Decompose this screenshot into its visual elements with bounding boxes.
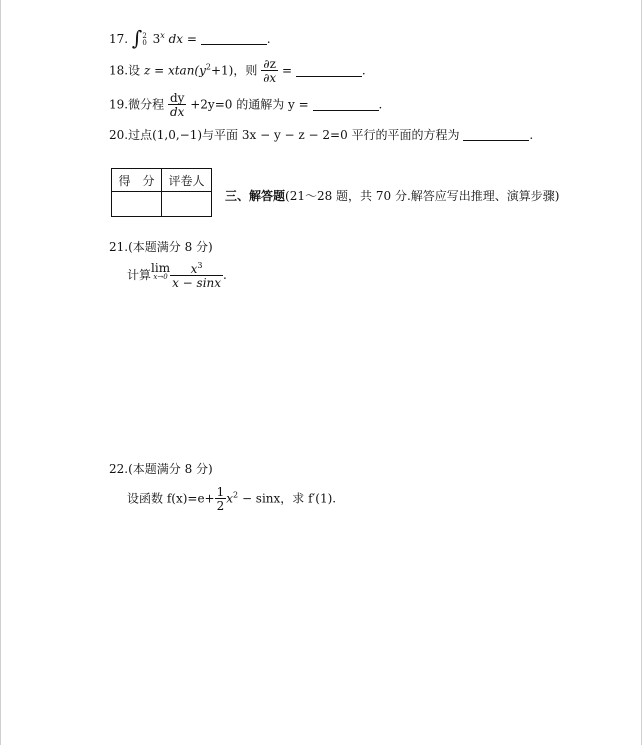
question-17 xyxy=(109,24,271,48)
period: . xyxy=(378,97,383,112)
score-table xyxy=(111,168,212,217)
question-number: 19. xyxy=(109,97,129,112)
limit-fraction xyxy=(170,262,223,289)
equals-sign: = xyxy=(282,63,293,78)
limit-subscript: x→0 xyxy=(153,273,168,281)
section-note: (21～28 题，共 70 分.解答应写出推理、演算步骤) xyxy=(285,189,560,203)
question-19 xyxy=(109,92,382,118)
limit-operator: lim xyxy=(151,261,171,275)
question-21-header: 21.(本题满分 8 分) xyxy=(109,240,213,254)
answer-blank[interactable] xyxy=(201,32,267,45)
question-22-header: 22.(本题满分 8 分) xyxy=(109,462,213,476)
question-18 xyxy=(109,58,366,84)
fraction-numerator: 1 xyxy=(216,485,225,499)
score-cell[interactable] xyxy=(112,192,162,217)
partial-fraction xyxy=(261,58,278,84)
integral-sign: ∫ xyxy=(131,26,143,50)
answer-blank[interactable] xyxy=(313,98,379,111)
grader-cell[interactable] xyxy=(162,192,212,217)
question-22-body xyxy=(127,486,336,512)
integral-limits: 2 0 xyxy=(142,31,147,47)
question-prefix: 计算 xyxy=(127,268,152,282)
question-number: 18. xyxy=(109,63,129,78)
question-text: − sinx，求 f′(1). xyxy=(238,491,337,506)
integrand: 3 xyxy=(152,32,161,46)
question-number: 17. xyxy=(109,32,129,46)
period: . xyxy=(529,128,534,142)
derivative-fraction xyxy=(168,92,186,118)
section-three-heading xyxy=(225,187,559,204)
half-fraction xyxy=(215,486,227,512)
answer-blank[interactable] xyxy=(463,128,529,141)
expression: z = xtan(y xyxy=(143,63,206,78)
question-prefix: 设 xyxy=(128,63,141,78)
grader-header: 评卷人 xyxy=(162,169,212,192)
exponent: 2 xyxy=(233,490,239,500)
fraction-numerator: dy xyxy=(169,91,185,105)
exponent: 2 xyxy=(205,62,211,72)
question-21-body xyxy=(127,262,227,289)
limit xyxy=(151,262,170,281)
question-prefix: 微分程 xyxy=(128,97,165,112)
question-number: 20. xyxy=(109,128,129,142)
score-header: 得 分 xyxy=(112,169,162,192)
variable: x xyxy=(226,491,234,506)
integrand-exponent: x xyxy=(160,31,165,40)
fraction-denominator: ∂x xyxy=(263,71,277,85)
question-20 xyxy=(109,126,533,143)
question-prefix: 设函数 f(x)=e+ xyxy=(127,491,215,506)
numerator-exponent: 3 xyxy=(197,261,203,270)
fraction-numerator xyxy=(170,262,223,275)
answer-blank[interactable] xyxy=(296,64,362,77)
fraction-denominator: dx xyxy=(168,104,186,118)
fraction-numerator: ∂z xyxy=(263,57,276,71)
question-text: 过点(1,0,−1)与平面 3x − y − z − 2=0 平行的平面的方程为 xyxy=(128,128,460,142)
fraction-denominator: x − sinx xyxy=(172,276,222,290)
section-title: 三、解答题 xyxy=(225,189,286,203)
differential: dx xyxy=(168,32,184,46)
question-text: +2y=0 的通解为 y = xyxy=(190,97,309,112)
period: . xyxy=(361,63,366,78)
equals-sign: = xyxy=(186,32,197,46)
period: . xyxy=(223,268,227,282)
period: . xyxy=(266,32,271,46)
numerator-base: x xyxy=(190,262,198,276)
expression-tail: +1)，则 xyxy=(210,63,258,78)
fraction-denominator: 2 xyxy=(216,499,225,513)
